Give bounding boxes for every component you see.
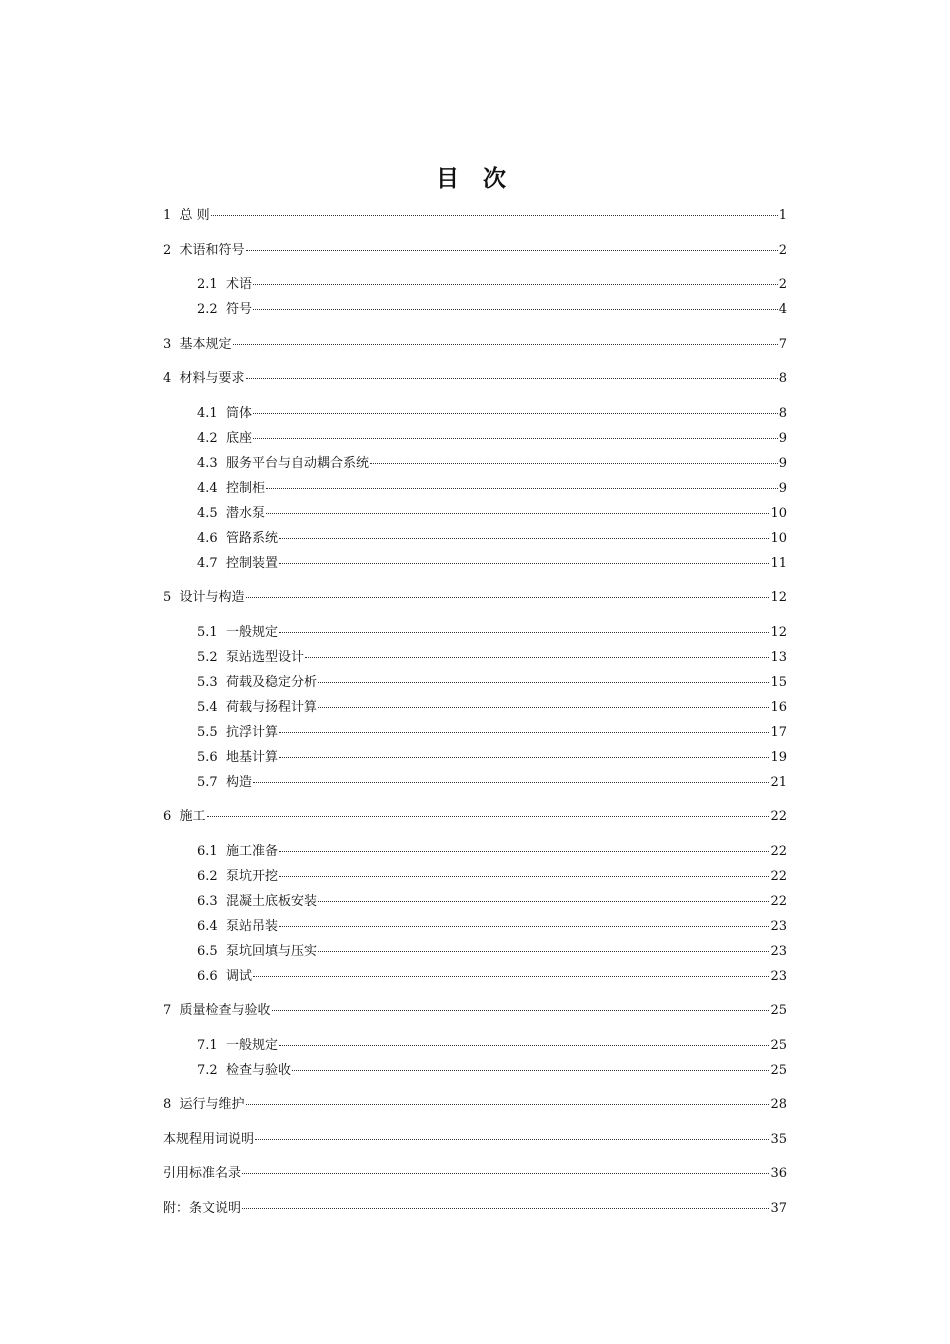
toc-entry-label: 术语和符号 xyxy=(179,242,245,258)
toc-entry-number: 5.1 xyxy=(197,624,218,640)
toc-leader-dots xyxy=(253,960,769,977)
toc-leader-dots xyxy=(318,666,769,683)
toc-leader-dots xyxy=(233,328,778,345)
toc-entry-number: 6.3 xyxy=(197,893,218,909)
toc-entry-page-number: 35 xyxy=(770,1131,787,1147)
toc-entry-page-number: 8 xyxy=(778,405,787,421)
toc-entry-spacer xyxy=(218,645,226,670)
toc-entry-label: 泵站吊装 xyxy=(225,918,278,934)
toc-entry-number: 6.6 xyxy=(197,968,218,984)
toc-leader-dots xyxy=(279,860,769,877)
toc-entry[interactable] xyxy=(163,997,787,1022)
toc-entry-page-number: 4 xyxy=(778,302,787,317)
toc-leader-dots xyxy=(279,741,769,758)
toc-entry-page-number: 15 xyxy=(770,674,787,690)
toc-leader-dots xyxy=(318,691,769,708)
toc-entry-label: 泵站选型设计 xyxy=(225,649,304,665)
toc-entry-page-number: 23 xyxy=(770,968,787,984)
toc-leader-dots xyxy=(211,199,778,216)
toc-entry-spacer xyxy=(218,297,226,322)
toc-entry-spacer xyxy=(218,272,226,297)
toc-leader-dots xyxy=(246,581,770,598)
toc-leader-dots xyxy=(242,1192,769,1209)
toc-entry-number: 4.6 xyxy=(197,530,218,546)
toc-entry-number: 1 xyxy=(163,208,172,223)
toc-leader-dots xyxy=(253,422,778,439)
toc-entry-spacer xyxy=(171,998,179,1023)
toc-leader-dots xyxy=(279,1029,769,1046)
toc-leader-dots xyxy=(255,1123,769,1140)
toc-leader-dots xyxy=(305,641,769,658)
toc-entry-page-number: 23 xyxy=(770,918,787,934)
toc-entry-label: 荷载与扬程计算 xyxy=(225,699,317,715)
toc-leader-dots xyxy=(246,1088,770,1105)
toc-leader-dots xyxy=(279,547,769,564)
toc-leader-dots xyxy=(279,616,769,633)
toc-entry-number: 5 xyxy=(163,590,172,605)
toc-entry-spacer xyxy=(171,238,179,263)
toc-entry[interactable] xyxy=(163,365,787,390)
toc-leader-dots xyxy=(253,293,778,310)
toc-leader-dots xyxy=(279,716,769,733)
toc-entry[interactable] xyxy=(163,1160,787,1185)
toc-entry-spacer xyxy=(218,745,226,770)
toc-entry[interactable] xyxy=(163,550,787,575)
toc-entry-page-number: 13 xyxy=(770,649,787,665)
toc-entry-page-number: 37 xyxy=(770,1200,787,1216)
toc-leader-dots xyxy=(207,800,770,817)
toc-entry[interactable] xyxy=(163,963,787,988)
toc-entry-page-number: 2 xyxy=(778,277,787,292)
toc-entry-spacer xyxy=(171,1092,179,1117)
toc-entry-spacer xyxy=(171,804,179,829)
toc-entry-spacer xyxy=(171,585,179,610)
toc-entry-page-number: 16 xyxy=(770,699,787,715)
toc-entry-number: 3 xyxy=(163,336,172,352)
toc-leader-dots xyxy=(253,766,769,783)
toc-entry[interactable] xyxy=(163,1091,787,1116)
toc-entry[interactable] xyxy=(163,237,787,262)
toc-entry-label: 潜水泵 xyxy=(225,505,265,521)
toc-entry-page-number: 28 xyxy=(770,1097,787,1112)
toc-entry-page-number: 8 xyxy=(778,371,787,386)
toc-entry-spacer xyxy=(218,720,226,745)
toc-entry-label: 控制装置 xyxy=(225,555,278,571)
toc-entry[interactable] xyxy=(163,1057,787,1082)
toc-entry-label: 术语 xyxy=(225,277,252,292)
toc-entry-spacer xyxy=(218,526,226,551)
toc-entry-label: 设计与构造 xyxy=(179,590,245,605)
toc-entry-number: 4.1 xyxy=(197,405,218,421)
toc-entry-page-number: 22 xyxy=(770,868,787,884)
toc-entry-label: 调试 xyxy=(225,968,252,984)
toc-entry-label: 施工 xyxy=(179,809,206,824)
toc-entry-label: 筒体 xyxy=(225,405,252,421)
toc-entry-number: 4.3 xyxy=(197,455,218,471)
toc-entry-page-number: 9 xyxy=(778,430,787,446)
toc-entry-page-number: 10 xyxy=(770,505,787,521)
toc-entry-label: 本规程用词说明 xyxy=(163,1131,255,1147)
toc-entry-page-number: 12 xyxy=(770,590,787,605)
toc-entry-page-number: 19 xyxy=(770,749,787,765)
toc-entry-label: 混凝土底板安装 xyxy=(225,893,317,909)
toc-entry-number: 6 xyxy=(163,809,172,824)
toc-entry-label: 地基计算 xyxy=(225,749,278,765)
toc-entry-spacer xyxy=(218,770,226,795)
toc-entry-number: 8 xyxy=(163,1097,172,1112)
toc-entry-number: 4.5 xyxy=(197,505,218,521)
toc-entry-number: 6.4 xyxy=(197,918,218,934)
toc-entry-spacer xyxy=(218,501,226,526)
toc-entry-number: 5.4 xyxy=(197,699,218,715)
toc-entry-label: 施工准备 xyxy=(225,843,278,859)
toc-entry-spacer xyxy=(218,1033,226,1058)
toc-entry-page-number: 1 xyxy=(778,208,787,223)
toc-leader-dots xyxy=(246,234,778,251)
toc-entry-number: 2.2 xyxy=(197,302,218,317)
toc-entry-number: 4.4 xyxy=(197,480,218,496)
toc-entry-spacer xyxy=(218,620,226,645)
toc-entry-spacer xyxy=(218,1058,226,1083)
toc-entry[interactable] xyxy=(163,296,787,321)
toc-entry-label: 管路系统 xyxy=(225,530,278,546)
toc-entry-page-number: 22 xyxy=(770,843,787,859)
toc-entry-page-number: 25 xyxy=(770,1062,787,1078)
toc-entry-label: 一般规定 xyxy=(225,1037,278,1053)
toc-entry-page-number: 22 xyxy=(770,893,787,909)
toc-entry[interactable] xyxy=(163,1126,787,1151)
toc-entry[interactable] xyxy=(163,769,787,794)
toc-entry[interactable] xyxy=(163,584,787,609)
toc-entry-label: 服务平台与自动耦合系统 xyxy=(225,455,369,471)
toc-entry-page-number: 23 xyxy=(770,943,787,959)
toc-entry-number: 7.1 xyxy=(197,1037,218,1053)
toc-entry-label: 抗浮计算 xyxy=(225,724,278,740)
toc-entry-number: 5.3 xyxy=(197,674,218,690)
toc-entry-label: 荷载及稳定分析 xyxy=(225,674,317,690)
toc-entry-page-number: 22 xyxy=(770,809,787,824)
toc-entry-label: 控制柜 xyxy=(225,480,265,496)
toc-entry-page-number: 12 xyxy=(770,624,787,640)
toc-leader-dots xyxy=(266,472,778,489)
toc-entry-spacer xyxy=(218,695,226,720)
toc-entry-spacer xyxy=(218,864,226,889)
toc-entry-label: 底座 xyxy=(225,430,252,446)
table-of-contents xyxy=(163,202,787,1220)
toc-entry-label: 泵坑开挖 xyxy=(225,868,278,884)
toc-entry-label: 检查与验收 xyxy=(225,1062,291,1078)
toc-leader-dots xyxy=(279,910,769,927)
toc-entry-spacer xyxy=(218,839,226,864)
toc-entry-spacer xyxy=(218,670,226,695)
toc-leader-dots xyxy=(253,268,778,285)
toc-entry-number: 5.6 xyxy=(197,749,218,765)
toc-entry-page-number: 9 xyxy=(778,455,787,471)
toc-entry-label: 运行与维护 xyxy=(179,1097,245,1112)
toc-entry-label: 泵坑回填与压实 xyxy=(225,943,317,959)
toc-entry-label: 质量检查与验收 xyxy=(179,1003,271,1018)
toc-entry-spacer xyxy=(171,203,179,228)
toc-entry-spacer xyxy=(218,914,226,939)
toc-entry[interactable] xyxy=(163,1195,787,1220)
toc-entry-spacer xyxy=(218,889,226,914)
toc-entry-spacer xyxy=(218,426,226,451)
toc-entry-number: 7.2 xyxy=(197,1062,218,1078)
toc-entry-page-number: 25 xyxy=(770,1037,787,1053)
toc-entry-number: 2 xyxy=(163,242,172,258)
toc-entry-number: 5.2 xyxy=(197,649,218,665)
toc-entry-number: 5.7 xyxy=(197,774,218,790)
toc-leader-dots xyxy=(318,885,769,902)
toc-entry-page-number: 2 xyxy=(778,242,787,258)
toc-entry-spacer xyxy=(218,401,226,426)
toc-entry-spacer xyxy=(218,939,226,964)
toc-leader-dots xyxy=(266,497,769,514)
toc-entry-page-number: 21 xyxy=(770,774,787,790)
toc-leader-dots xyxy=(279,522,769,539)
toc-entry-number: 4.7 xyxy=(197,555,218,571)
toc-entry-spacer xyxy=(218,451,226,476)
toc-entry-label: 材料与要求 xyxy=(179,371,245,386)
toc-entry-label: 附：条文说明 xyxy=(163,1200,242,1216)
toc-entry-page-number: 7 xyxy=(778,336,787,352)
page-title: 目 次 xyxy=(435,165,514,192)
toc-entry-number: 6.1 xyxy=(197,843,218,859)
toc-entry-number: 6.2 xyxy=(197,868,218,884)
toc-entry-label: 引用标准名录 xyxy=(163,1166,242,1181)
toc-entry-label: 符号 xyxy=(225,302,252,317)
toc-leader-dots xyxy=(253,397,778,414)
toc-entry-spacer xyxy=(171,366,179,391)
toc-entry-number: 2.1 xyxy=(197,277,218,292)
toc-entry-label: 基本规定 xyxy=(179,336,232,352)
toc-entry-label: 构造 xyxy=(225,774,252,790)
toc-leader-dots xyxy=(370,447,778,464)
toc-entry-label: 总 则 xyxy=(179,208,210,223)
toc-entry-number: 7 xyxy=(163,1003,172,1018)
toc-leader-dots xyxy=(318,935,769,952)
toc-leader-dots xyxy=(272,994,770,1011)
toc-entry-page-number: 36 xyxy=(770,1166,787,1181)
toc-entry-page-number: 25 xyxy=(770,1003,787,1018)
toc-entry-number: 4.2 xyxy=(197,430,218,446)
toc-entry-number: 5.5 xyxy=(197,724,218,740)
toc-entry-page-number: 17 xyxy=(770,724,787,740)
toc-leader-dots xyxy=(246,362,778,379)
toc-entry[interactable] xyxy=(163,331,787,356)
toc-leader-dots xyxy=(242,1157,769,1174)
toc-entry-number: 6.5 xyxy=(197,943,218,959)
toc-entry-page-number: 11 xyxy=(770,555,787,571)
toc-entry-number: 4 xyxy=(163,371,172,386)
toc-entry-spacer xyxy=(218,964,226,989)
toc-entry-spacer xyxy=(218,476,226,501)
toc-entry[interactable] xyxy=(163,202,787,227)
toc-entry-page-number: 10 xyxy=(770,530,787,546)
toc-entry-page-number: 9 xyxy=(778,480,787,496)
toc-entry-label: 一般规定 xyxy=(225,624,278,640)
toc-entry-spacer xyxy=(218,551,226,576)
toc-leader-dots xyxy=(279,835,769,852)
toc-entry-spacer xyxy=(171,332,179,357)
toc-entry[interactable] xyxy=(163,803,787,828)
toc-leader-dots xyxy=(292,1054,769,1071)
